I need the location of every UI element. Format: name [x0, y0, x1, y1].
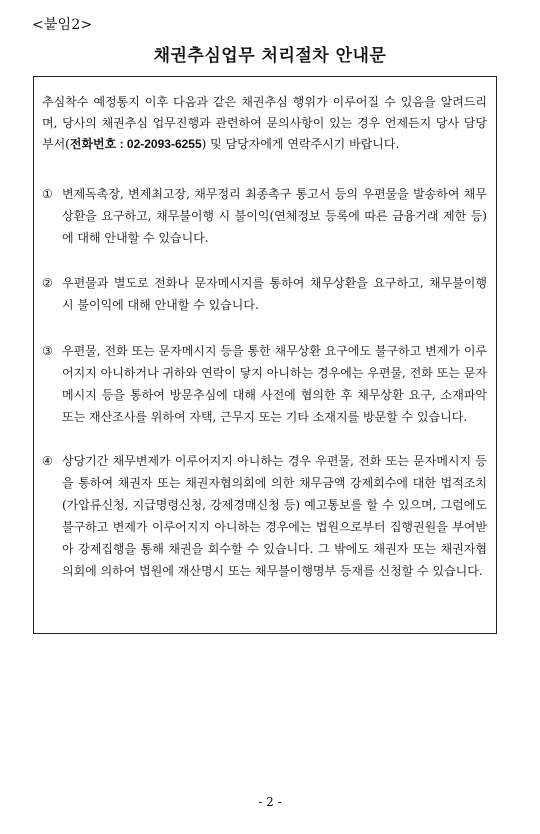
- intro-text-after: ) 및 담당자에게 연락주시기 바랍니다.: [201, 137, 400, 151]
- item-number: ②: [42, 276, 53, 290]
- contact-phone: 전화번호 : 02-2093-6255: [69, 137, 202, 151]
- document-title: 채권추심업무 처리절차 안내문: [153, 46, 387, 66]
- attachment-label: <붙임2>: [32, 17, 93, 33]
- item-text: 변제독촉장, 변제최고장, 채무정리 최종촉구 통고서 등의 우편물을 발송하여 채무상환을 요구하고, 채무불이행 시 불이익(연체정보 등록에 따른 금융거래 제한 등)에 대해 안내할 수 있습니다.: [62, 187, 487, 245]
- procedure-item-4: [42, 450, 487, 582]
- item-number: ④: [42, 454, 53, 468]
- page-number: - 2 -: [258, 795, 282, 809]
- notice-box: [33, 76, 497, 634]
- procedure-item-1: [42, 183, 487, 249]
- item-text: 상당기간 채무변제가 이루어지지 아니하는 경우 우편물, 전화 또는 문자메시지 등을 통하여 채권자 또는 채권자협의회에 의한 채무금액 강제회수에 대한 법적조치(가압류신청, 지급명령신청, 강제경매신청 등) 예고통보를 할 수 있으며, 그럼에도 불구하고 변제가 이루어지지 아니하는 경우에는 법원으로부터 집행권원을 부여받아 강제집행을 통해 채권을 회수할 수 있습니다. 그 밖에도 채권자 또는 채권자협의회에 의하여 법원에 재산명시 또는 채무불이행명부 등재를 신청할 수 있습니다.: [62, 454, 487, 578]
- intro-text-before: 추심착수 예정통지 이후 다음과 같은 채권추심 행위가 이루어질 수 있음을 알려드리며, 당사의 채권추심 업무진행과 관련하여 문의사항이 있는 경우 언제든지 당사 담당부서(: [42, 95, 487, 151]
- procedure-item-2: [42, 272, 487, 316]
- intro-paragraph: [42, 92, 487, 155]
- item-number: ③: [42, 344, 53, 358]
- item-number: ①: [42, 187, 53, 201]
- item-text: 우편물과 별도로 전화나 문자메시지를 통하여 채무상환을 요구하고, 채무불이행 시 불이익에 대해 안내할 수 있습니다.: [62, 276, 487, 312]
- procedure-item-3: [42, 340, 487, 428]
- item-text: 우편물, 전화 또는 문자메시지 등을 통한 채무상환 요구에도 불구하고 변제가 이루어지지 아니하거나 귀하와 연락이 닿지 아니하는 경우에는 우편물, 전화 또는 문자메시지 등을 통하여 방문추심에 대해 사전에 협의한 후 채무상환 요구, 소재파악 또는 재산조사를 위하여 자택, 근무지 또는 기타 소재지를 방문할 수 있습니다.: [62, 344, 487, 424]
